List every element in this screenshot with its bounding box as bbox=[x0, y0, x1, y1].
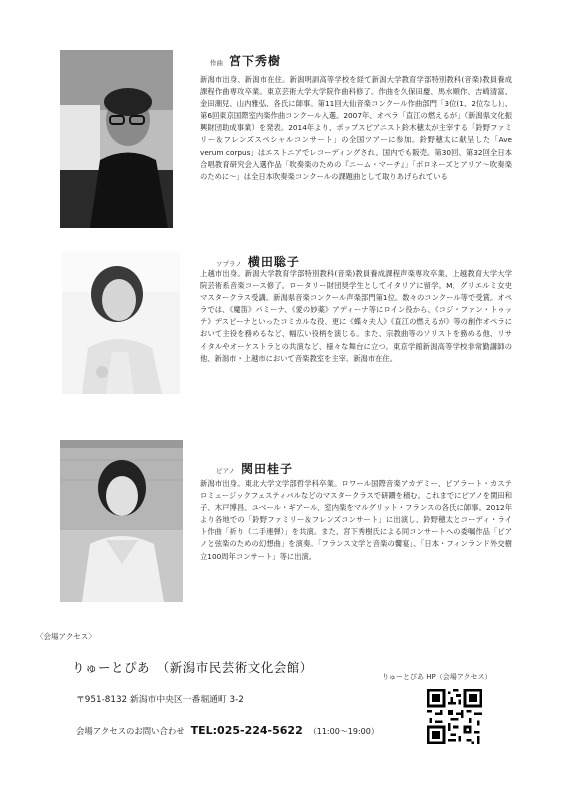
contact-hours: （11:00〜19:00） bbox=[308, 727, 379, 736]
pianist-heading bbox=[216, 460, 293, 477]
access-heading: 〈会場アクセス〉 bbox=[36, 632, 96, 641]
pianist-role: ピアノ bbox=[216, 467, 235, 475]
pianist-name: 関田桂子 bbox=[240, 462, 293, 476]
soprano-bio: 上越市出身。新潟大学教育学部特別教科(音楽)教員養成課程声楽専攻卒業、上越教育大学大学院芸術系音楽コース修了。ロータリー財団奨学生としてイタリアに留学。M．グリエルミ女史マスタークラス受講。新潟県音楽コンクール声楽部門第1位。数々のコンクール等で受賞。オペラでは、《魔笛》パミーナ、《愛の妙薬》アディーナ等にロイン役から、《コジ・ファン・トゥッテ》デスピーナといったコミカルな役、更に《蝶々夫人》《直江の燃えるが》等の創作オペラにおいて主役を務めるなど、幅広い役柄を演じる。また、宗教曲等のソリストを務める他、リサイタルやオーケストラとの共演など、様々な舞台に立つ。東京学館新潟高等学校非常勤講師の他、新潟市・上越市において音楽教室を主宰。新潟市在住。 bbox=[200, 269, 512, 363]
pianist-photo bbox=[60, 440, 183, 602]
composer-bio: 新潟市出身、新潟市在住。新潟明訓高等学校を経て新潟大学教育学部特別教科(音楽)教員養成課程作曲専攻卒業。東京芸術大学大学院作曲科修了。作曲を久保田慶、馬水順作、吉崎清富、金田潮兒、山内雅弘、各氏に師事。第11回大仙音楽コンクール作曲部門「3位(1、2位なし)」、第6回東京国際室内楽作曲コンクール入選。2007年、オペラ「直江の燃えるが」（新潟県文化振興財団助成事業）を発表。2014年より、ポップスピアニスト鈴木穂太が主宰する「鈴野ファミリー＆フレンズスペシャルコンサート」の全国ツアーに参加。鈴野穂太に献呈した「Ave verum corpus」はエストニアでレコーディングされ、国内でも販売。第30回、第32回全日本合唱教育研究会入選作品「吹奏楽のための『ニーム・マーチ』」「ポロネーズとアリア〜吹奏楽のために〜」は全日本吹奏楽コンクールの課題曲として取りあげられている bbox=[200, 75, 512, 181]
venue-address: 〒951-8132 新潟市中央区一番堀通町 3-2 bbox=[76, 695, 244, 705]
composer-name: 宮下秀樹 bbox=[229, 54, 282, 68]
composer-role: 作曲 bbox=[210, 59, 223, 67]
soprano-role: ソプラノ bbox=[216, 260, 242, 268]
contact-label: 会場アクセスのお問い合わせ bbox=[76, 726, 185, 736]
hp-label: りゅーとぴあ HP（会場アクセス） bbox=[382, 673, 492, 681]
soprano-name: 横田聡子 bbox=[247, 255, 300, 269]
contact-tel[interactable]: TEL:025-224-5622 bbox=[190, 724, 303, 737]
composer-photo bbox=[60, 50, 173, 228]
pianist-bio: 新潟市出身。東北大学文学部哲学科卒業。ロワール国際音楽アカデミー、ピアラート・カステロミュージックフェスティバルなどのマスタークラスで研鑽を積む。これまでにピアノを関田和子、木戸博昌、ユベール・ギアール、室内楽をマルグリット・フランスの各氏に師事。2012年より各地での「鈴野ファミリー＆フレンズコンサート」に出演し、鈴野穂太とコーディ・ライト作曲「祈り（二手連弾）」を共演。また、宮下秀樹氏による同コンサートへの委嘱作品「ピアノと弦楽のための幻想曲」を演奏。「フランス文学と音楽の饗宴」、「日本・フィンランド外交樹立100周年コンサート」等に出演。 bbox=[200, 479, 512, 561]
composer-heading bbox=[210, 52, 281, 69]
venue-name: りゅーとぴあ （新潟市民芸術文化会館） bbox=[72, 660, 313, 675]
soprano-photo bbox=[62, 252, 180, 394]
contact-line bbox=[76, 724, 379, 737]
qr-code-icon[interactable] bbox=[427, 689, 482, 744]
